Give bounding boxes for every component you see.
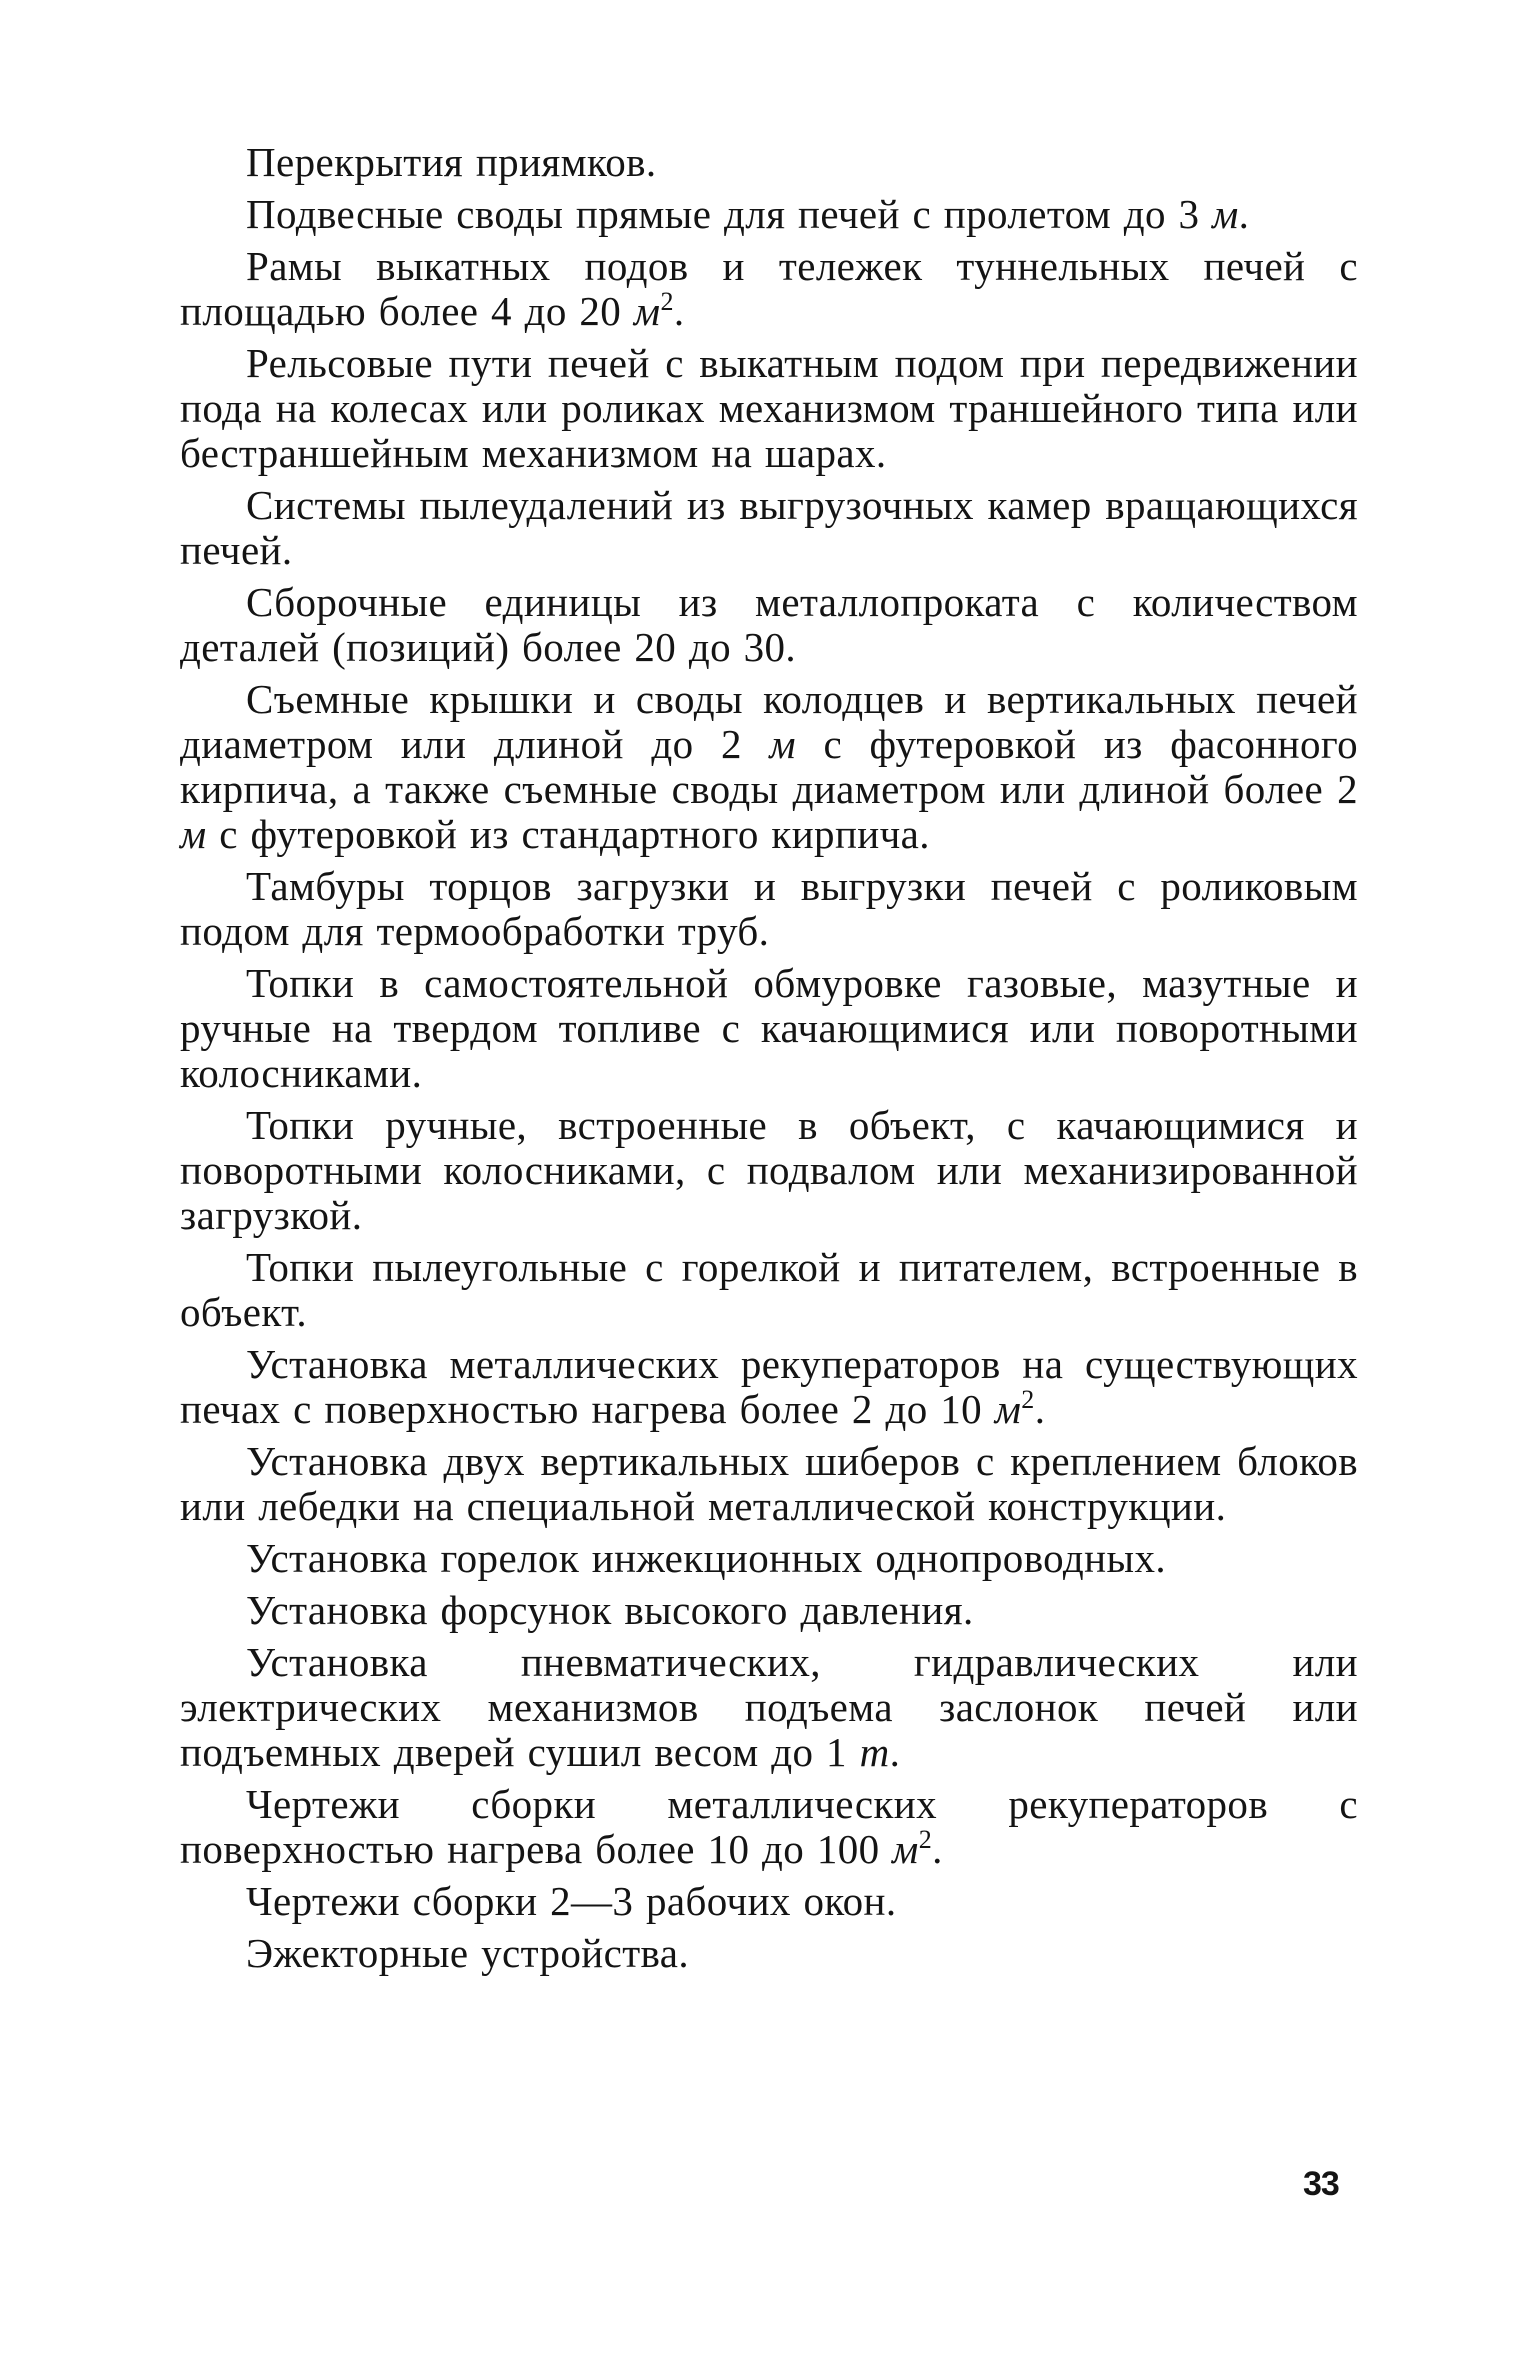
unit: т <box>859 1729 890 1775</box>
paragraph: Тамбуры торцов загрузки и выгрузки печей с роликовым подом для термообработки труб. <box>180 863 1358 954</box>
paragraph: Подвесные своды прямые для печей с пролетом до 3 м. <box>246 191 1250 237</box>
paragraph: Рельсовые пути печей с выкатным подом при передвижении пода на колесах или роликах механизмом траншейного типа или бестраншейным механизмом на шарах. <box>180 340 1358 476</box>
superscript: 2 <box>1021 1385 1035 1414</box>
unit: м <box>994 1386 1022 1432</box>
superscript: 2 <box>918 1825 933 1854</box>
unit: м <box>633 288 661 334</box>
unit: м <box>769 721 796 767</box>
unit: м <box>1212 191 1239 237</box>
superscript: 2 <box>660 287 674 316</box>
paragraph: Чертежи сборки 2—3 рабочих окон. <box>246 1878 897 1924</box>
paragraph: Установка двух вертикальных шиберов с креплением блоков или лебедки на специальной металлической конструкции. <box>180 1438 1358 1529</box>
paragraph: Сборочные единицы из металлопроката с количеством деталей (позиций) более 20 до 30. <box>180 579 1358 670</box>
paragraph: Установка пневматических, гидравлических или электрических механизмов подъема заслонок печей или подъемных дверей сушил весом до 1 т. <box>180 1639 1358 1775</box>
document-page <box>180 140 1358 1983</box>
paragraph: Рамы выкатных подов и тележек туннельных печей с площадью более 4 до 20 $м^2$. <box>180 243 1358 334</box>
paragraph: Перекрытия приямков. <box>246 139 657 185</box>
paragraph: Системы пылеудалений из выгрузочных камер вращающихся печей. <box>180 482 1358 573</box>
paragraph: Съемные крышки и своды колодцев и вертикальных печей диаметром или длиной до 2 м с футеровкой из фасонного кирпича, а также съемные своды диаметром или длиной более 2 м с футеровкой из стандартного кирпича. <box>180 676 1358 857</box>
paragraph: Эжекторные устройства. <box>246 1930 689 1976</box>
paragraph: Топки пылеугольные с горелкой и питателем, встроенные в объект. <box>180 1244 1358 1335</box>
unit: м <box>892 1826 919 1872</box>
paragraph: Установка форсунок высокого давления. <box>246 1587 974 1633</box>
paragraph: Установка металлических рекуператоров на существующих печах с поверхностью нагрева более 2 до 10 $м^2$. <box>180 1341 1358 1432</box>
paragraph: Установка горелок инжекционных однопроводных. <box>246 1535 1166 1581</box>
unit: м <box>180 811 207 857</box>
paragraph: Топки в самостоятельной обмуровке газовые, мазутные и ручные на твердом топливе с качающимися или поворотными колосниками. <box>180 960 1358 1096</box>
paragraph: Топки ручные, встроенные в объект, с качающимися и поворотными колосниками, с подвалом или механизированной загрузкой. <box>180 1102 1358 1238</box>
paragraph: Чертежи сборки металлических рекуператоров с поверхностью нагрева более 10 до 100 $м^2$. <box>180 1781 1358 1872</box>
page-number: 33 <box>1303 2165 1339 2203</box>
